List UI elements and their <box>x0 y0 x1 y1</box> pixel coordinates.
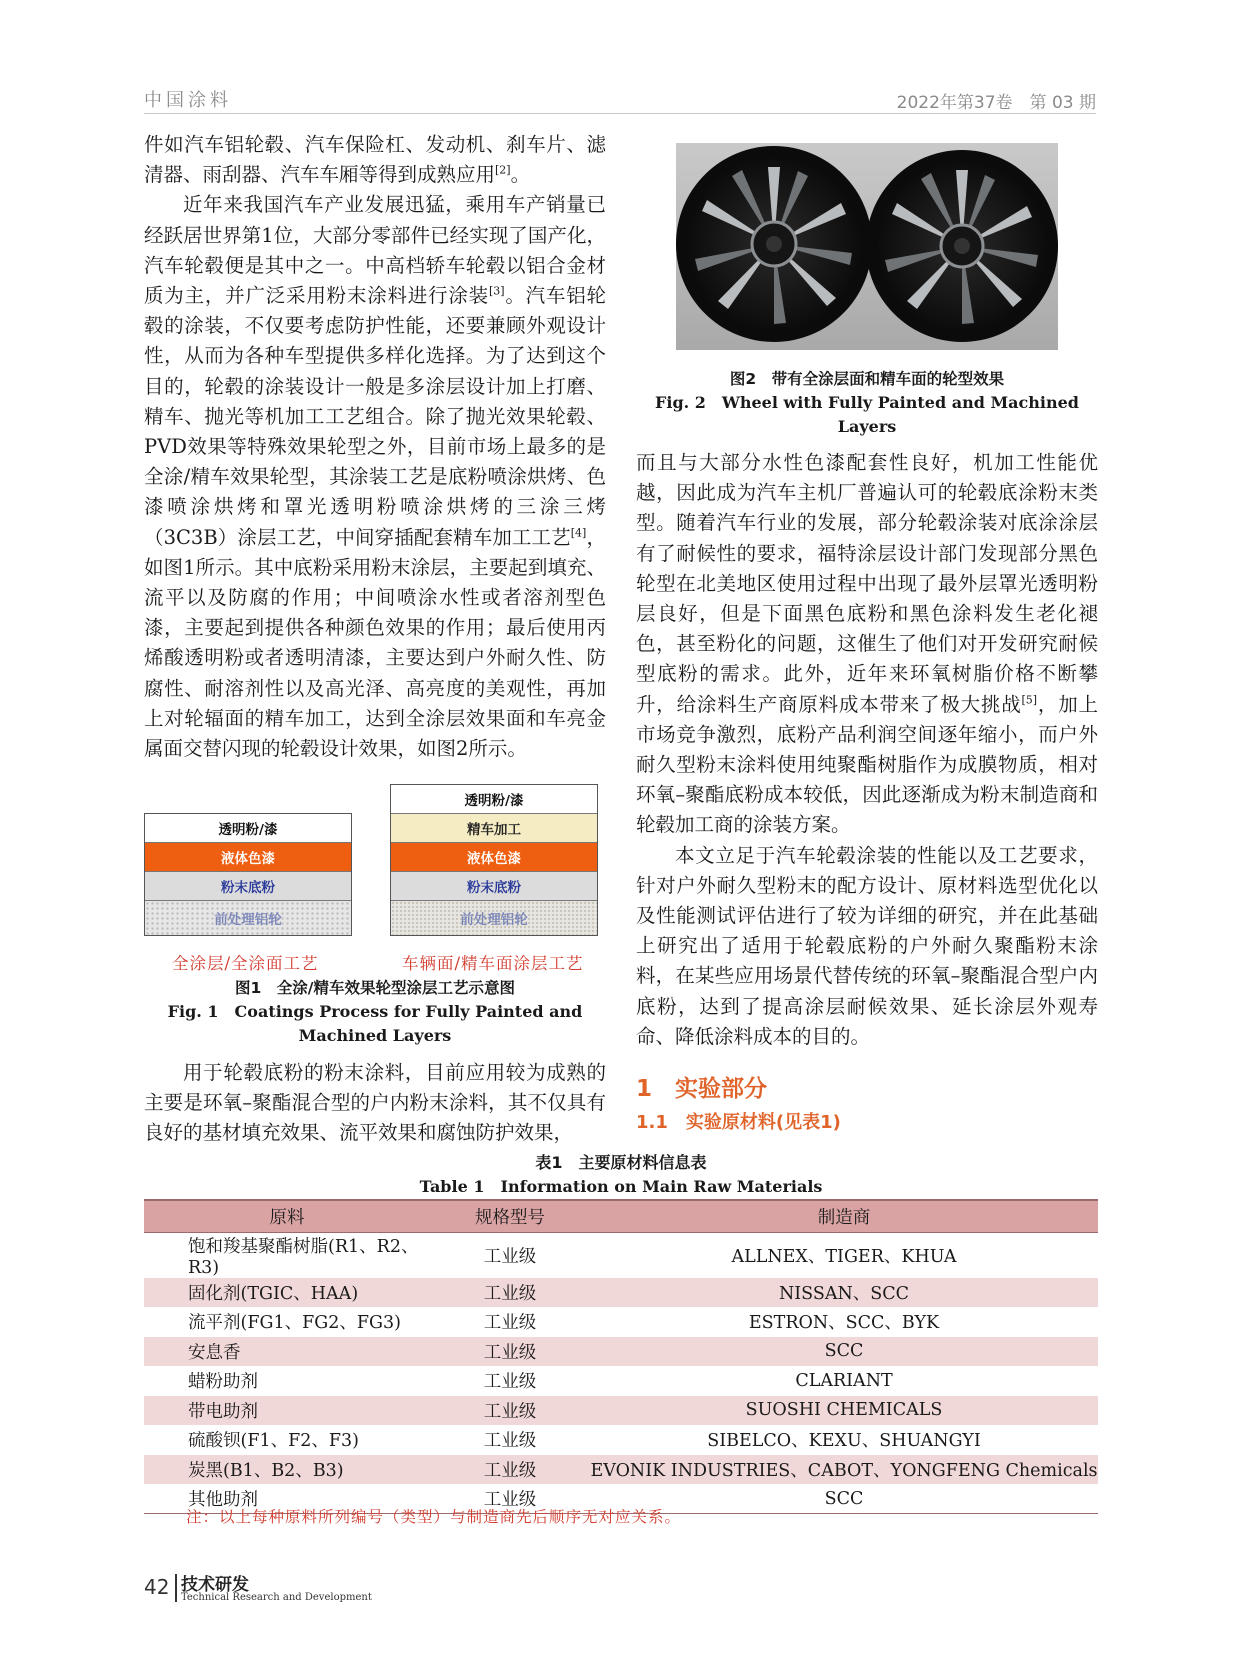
table-row: 流平剂(FG1、FG2、FG3) 工业级 ESTRON、SCC、BYK <box>188 1313 940 1334</box>
left-wheel <box>676 146 872 342</box>
paragraph: 件如汽车铝轮毂、汽车保险杠、发动机、刹车片、滤清器、雨刮器、汽车车厢等得到成熟应用[2]。 <box>144 133 606 187</box>
right-wheel <box>866 150 1058 342</box>
fig1-left-label: 全涂层/全涂面工艺 <box>172 954 319 973</box>
citation[interactable]: [5] <box>1021 693 1038 707</box>
left-column-upper <box>144 130 606 764</box>
table-note: 注：以上每种原料所列编号（类型）与制造商先后顺序无对应关系。 <box>186 1508 682 1526</box>
layer-pretreated-wheel: 前处理铝轮 <box>391 901 597 935</box>
column-header: 规格型号 <box>430 1200 590 1232</box>
layer-clear-coat: 透明粉/漆 <box>145 814 351 843</box>
left-column-lower <box>144 1058 606 1149</box>
header-rule <box>144 113 1096 114</box>
layer-powder-primer: 粉末底粉 <box>391 872 597 901</box>
table-row: 带电助剂 工业级 SUOSHI CHEMICALS <box>144 1396 1098 1426</box>
section-heading: 1 实验部分 <box>636 1076 768 1102</box>
fig2-caption <box>636 367 1098 439</box>
citation[interactable]: [3] <box>488 284 505 298</box>
fig1-caption <box>144 976 606 1048</box>
layer-pretreated-wheel: 前处理铝轮 <box>145 901 351 935</box>
table-row: 固化剂(TGIC、HAA) 工业级 NISSAN、SCC <box>144 1278 1098 1308</box>
full-paint-layer-stack <box>144 813 352 936</box>
page-number: 42 <box>144 1575 170 1599</box>
column-header: 原料 <box>144 1200 430 1232</box>
citation[interactable]: [2] <box>495 163 511 177</box>
table1-caption-zh: 表1 主要原材料信息表 <box>535 1153 707 1172</box>
section-name-en: Technical Research and Development <box>181 1592 372 1603</box>
table-row: 硫酸钡(F1、F2、F3) 工业级 SIBELCO、KEXU、SHUANGYI <box>188 1431 981 1452</box>
wheel-photo <box>676 143 1058 350</box>
fig1-caption-en: Fig. 1 Coatings Process for Fully Painted and Machined Layers <box>167 1002 583 1045</box>
paragraph: 而且与大部分水性色漆配套性良好，机加工性能优越，因此成为汽车主机厂普遍认可的轮毂底涂粉末类型。随着汽车行业的发展，部分轮毂涂装对底涂涂层有了耐候性的要求，福特涂层设计部门发现部分黑色轮型在北美地区使用过程中出现了最外层罩光透明粉层良好，但是下面黑色底粉和黑色涂料发生老化褪色，甚至粉化的问题，这催生了他们对开发研究耐候型底粉的需求。此外，近年来环氧树脂价格不断攀升，给涂料生产商原料成本带来了极大挑战[5]，加上市场竞争激烈，底粉产品利润空间逐年缩小，而户外耐久型粉末涂料使用纯聚酯树脂作为成膜物质，相对环氧–聚酯底粉成本较低，因此逐渐成为粉末制造商和轮毂加工商的涂装方案。 <box>636 451 1098 837</box>
paragraph: 近年来我国汽车产业发展迅猛，乘用车产销量已经跃居世界第1位，大部分零部件已经实现了国产化，汽车轮毂便是其中之一。中高档轿车轮毂以铝合金材质为主，并广泛采用粉末涂料进行涂装[3]。汽车铝轮毂的涂装，不仅要考虑防护性能，还要兼顾外观设计性，从而为各种车型提供多样化选择。为了达到这个目的，轮毂的涂装设计一般是多涂层设计加上打磨、精车、抛光等机加工工艺组合。除了抛光效果轮毂、PVD效果等特殊效果轮型之外，目前市场上最多的是全涂/精车效果轮型，其涂装工艺是底粉喷涂烘烤、色漆喷涂烘烤和罩光透明粉喷涂烘烤的三涂三烤（3C3B）涂层工艺，中间穿插配套精车加工工艺[4]，如图1所示。其中底粉采用粉末涂层，主要起到填充、流平以及防腐的作用；中间喷涂水性或者溶剂型色漆，主要起到提供各种颜色效果的作用；最后使用丙烯酸透明粉或者透明清漆，主要达到户外耐久性、防腐性、耐溶剂性以及高光泽、高亮度的美观性，再加上对轮辐面的精车加工，达到全涂层效果面和车亮金属面交替闪现的轮毂设计效果，如图2所示。 <box>144 193 606 761</box>
table-row: 炭黑(B1、B2、B3) 工业级 EVONIK INDUSTRIES、CABOT、YONGFENG Chemicals <box>144 1455 1098 1485</box>
fig2-caption-en: Fig. 2 Wheel with Fully Painted and Machined Layers <box>655 393 1079 436</box>
fig2-caption-zh: 图2 带有全涂层面和精车面的轮型效果 <box>729 370 1005 388</box>
table-row: 饱和羧基聚酯树脂(R1、R2、R3) 工业级 ALLNEX、TIGER、KHUA <box>188 1236 957 1278</box>
layer-machining: 精车加工 <box>391 814 597 843</box>
fig1-caption-zh: 图1 全涂/精车效果轮型涂层工艺示意图 <box>235 979 515 997</box>
issue-info: 2022年第37卷 第 03 期 <box>896 93 1096 113</box>
table1-caption-en: Table 1 Information on Main Raw Materials <box>419 1177 823 1196</box>
subsection-heading: 1.1 实验原材料(见表1) <box>636 1112 841 1133</box>
table-row: 蜡粉助剂 工业级 CLARIANT <box>188 1370 893 1393</box>
paragraph: 用于轮毂底粉的粉末涂料，目前应用较为成熟的主要是环氧–聚酯混合型的户内粉末涂料，其不仅具有良好的基材填充效果、流平效果和腐蚀防护效果， <box>144 1061 606 1145</box>
table-row: 安息香 工业级 SCC <box>144 1337 1098 1367</box>
machined-layer-stack <box>390 784 598 936</box>
footer-divider <box>175 1574 177 1602</box>
column-header: 制造商 <box>590 1200 1098 1232</box>
layer-liquid-paint: 液体色漆 <box>145 843 351 872</box>
section-name-zh: 技术研发 <box>181 1575 249 1595</box>
right-column <box>636 448 1098 1052</box>
layer-clear-coat: 透明粉/漆 <box>391 785 597 814</box>
table-header-row <box>144 1200 1098 1232</box>
journal-name: 中国涂料 <box>144 90 232 111</box>
wheels-image <box>676 143 1058 350</box>
fig1-right-label: 车辆面/精车面涂层工艺 <box>402 954 584 973</box>
layer-powder-primer: 粉末底粉 <box>145 872 351 901</box>
paragraph: 本文立足于汽车轮毂涂装的性能以及工艺要求，针对户外耐久型粉末的配方设计、原材料选型优化以及性能测试评估进行了较为详细的研究，并在此基础上研究出了适用于轮毂底粉的户外耐久聚酯粉末涂料，在某些应用场景代替传统的环氧–聚酯混合型户内底粉，达到了提高涂层耐候效果、延长涂层外观寿命、降低涂料成本的目的。 <box>636 843 1098 1048</box>
table-row: 其他助剂 工业级 SCC <box>144 1484 1098 1514</box>
layer-liquid-paint: 液体色漆 <box>391 843 597 872</box>
raw-materials-table <box>144 1199 1098 1514</box>
citation[interactable]: [4] <box>570 526 587 540</box>
